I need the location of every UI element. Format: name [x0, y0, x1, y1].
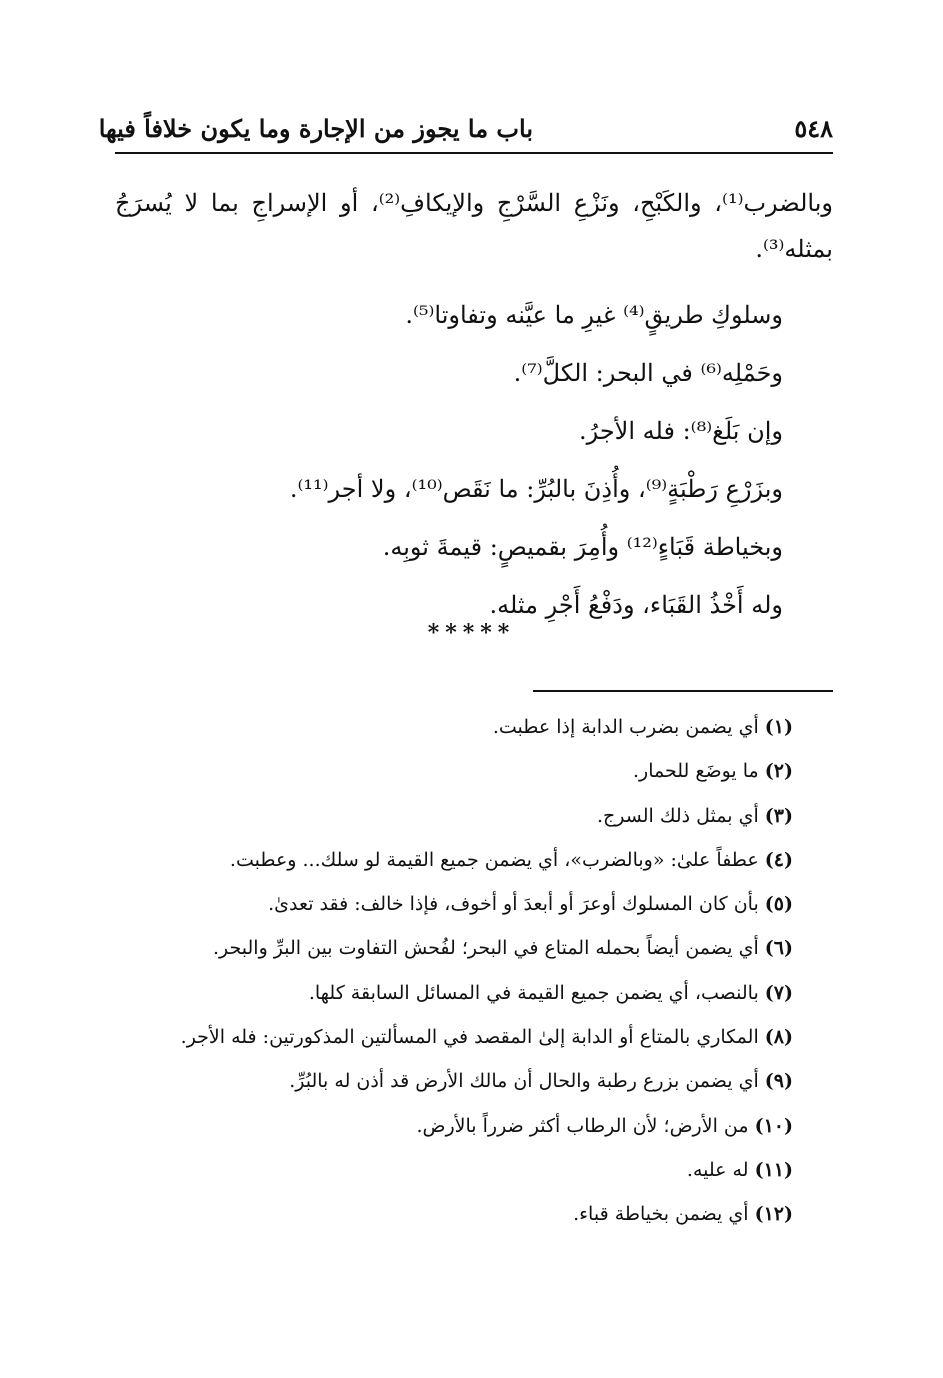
chapter-title: باب ما يجوز من الإجارة وما يكون خلافاً فيها	[98, 114, 533, 143]
footnote-text: أي بمثل ذلك السرج.	[597, 804, 759, 827]
footnote-number: (١)	[764, 716, 793, 738]
footnote-item	[115, 1104, 793, 1148]
footnote-number: (١٠)	[754, 1114, 793, 1137]
running-header	[98, 112, 833, 150]
footnotes	[115, 705, 793, 1237]
header-rule	[115, 152, 833, 154]
footnote-item	[115, 838, 793, 882]
footnote-item	[115, 882, 793, 926]
footnote-text: المكاري بالمتاع أو الدابة إلىٰ المقصد في المسألتين المذكورتين: فله الأجر.	[180, 1026, 759, 1049]
footnote-text: أي يضمن بضرب الدابة إذا عطبت.	[492, 716, 759, 738]
intro-paragraph: وبالضرب⁽¹⁾، والكَبْحِ، ونَزْعِ السَّرْجِ والإيكافِ⁽²⁾، أو الإسراجِ بما لا يُسرَجُ بمثله⁽³⁾.	[115, 189, 833, 263]
footnote-number: (٩)	[764, 1070, 793, 1093]
verse-line: وبخياطة قَبَاءٍ⁽¹²⁾ وأُمِرَ بقميصٍ: قيمةَ ثوبِه.	[382, 533, 783, 561]
footnote-number: (٦)	[764, 937, 793, 960]
footnote-item	[115, 705, 793, 749]
footnote-item	[115, 971, 793, 1015]
footnote-number: (٢)	[764, 760, 793, 783]
footnote-item	[115, 1148, 793, 1192]
verse-line: وحَمْلِه⁽⁶⁾ في البحر: الكلَّ⁽⁷⁾.	[513, 359, 783, 387]
footnote-number: (٣)	[764, 804, 793, 827]
footnote-item	[115, 1059, 793, 1103]
footnote-text: عطفاً علىٰ: «وبالضرب»، أي يضمن جميع القيمة لو سلك... وعطبت.	[229, 848, 759, 871]
footnote-text: بالنصب، أي يضمن جميع القيمة في المسائل السابقة كلها.	[308, 981, 759, 1004]
footnote-number: (١١)	[754, 1158, 793, 1181]
verse-line: وله أَخْذُ القَبَاء، ودَفْعُ أَجْرِ مثله.	[489, 591, 783, 619]
footnote-number: (٤)	[764, 848, 793, 871]
footnote-item	[115, 926, 793, 970]
verse-line: وإن بَلَغ⁽⁸⁾: فله الأجرُ.	[578, 417, 783, 445]
footnote-item	[115, 794, 793, 838]
footnote-item	[115, 1015, 793, 1059]
verse-list	[115, 286, 783, 634]
footnote-item	[115, 749, 793, 793]
verse-line: وسلوكِ طريقٍ⁽⁴⁾ غيرِ ما عيَّنه وتفاوتا⁽⁵⁾.	[405, 301, 783, 329]
footnote-number: (٥)	[764, 893, 793, 916]
footnote-text: من الأرض؛ لأن الرطاب أكثر ضرراً بالأرض.	[416, 1114, 749, 1137]
footnote-text: له عليه.	[686, 1158, 749, 1181]
footnote-number: (٧)	[764, 981, 793, 1004]
footnote-text: أي يضمن أيضاً بحمله المتاع في البحر؛ لفُحش التفاوت بين البرِّ والبحر.	[212, 937, 759, 960]
page-number: ٥٤٨	[794, 114, 833, 143]
footnote-number: (١٢)	[754, 1203, 793, 1226]
footnote-rule	[533, 690, 833, 692]
footnote-text: ما يوضَع للحمار.	[633, 760, 759, 783]
footnote-number: (٨)	[764, 1026, 793, 1049]
section-separator: *****	[427, 620, 516, 646]
main-text	[115, 180, 833, 634]
footnote-text: بأن كان المسلوك أوعرَ أو أبعدَ أو أخوف، فإذا خالف: فقد تعدىٰ.	[268, 893, 759, 916]
footnote-text: أي يضمن بخياطة قباء.	[573, 1203, 749, 1226]
verse-line: وبزَرْعِ رَطْبَةٍ⁽⁹⁾، وأُذِنَ بالبُرِّ: ما نَقَص⁽¹⁰⁾، ولا أجر⁽¹¹⁾.	[289, 475, 783, 503]
footnote-text: أي يضمن بزرع رطبة والحال أن مالك الأرض قد أذن له بالبُرِّ.	[289, 1070, 759, 1093]
footnote-item	[115, 1192, 793, 1236]
